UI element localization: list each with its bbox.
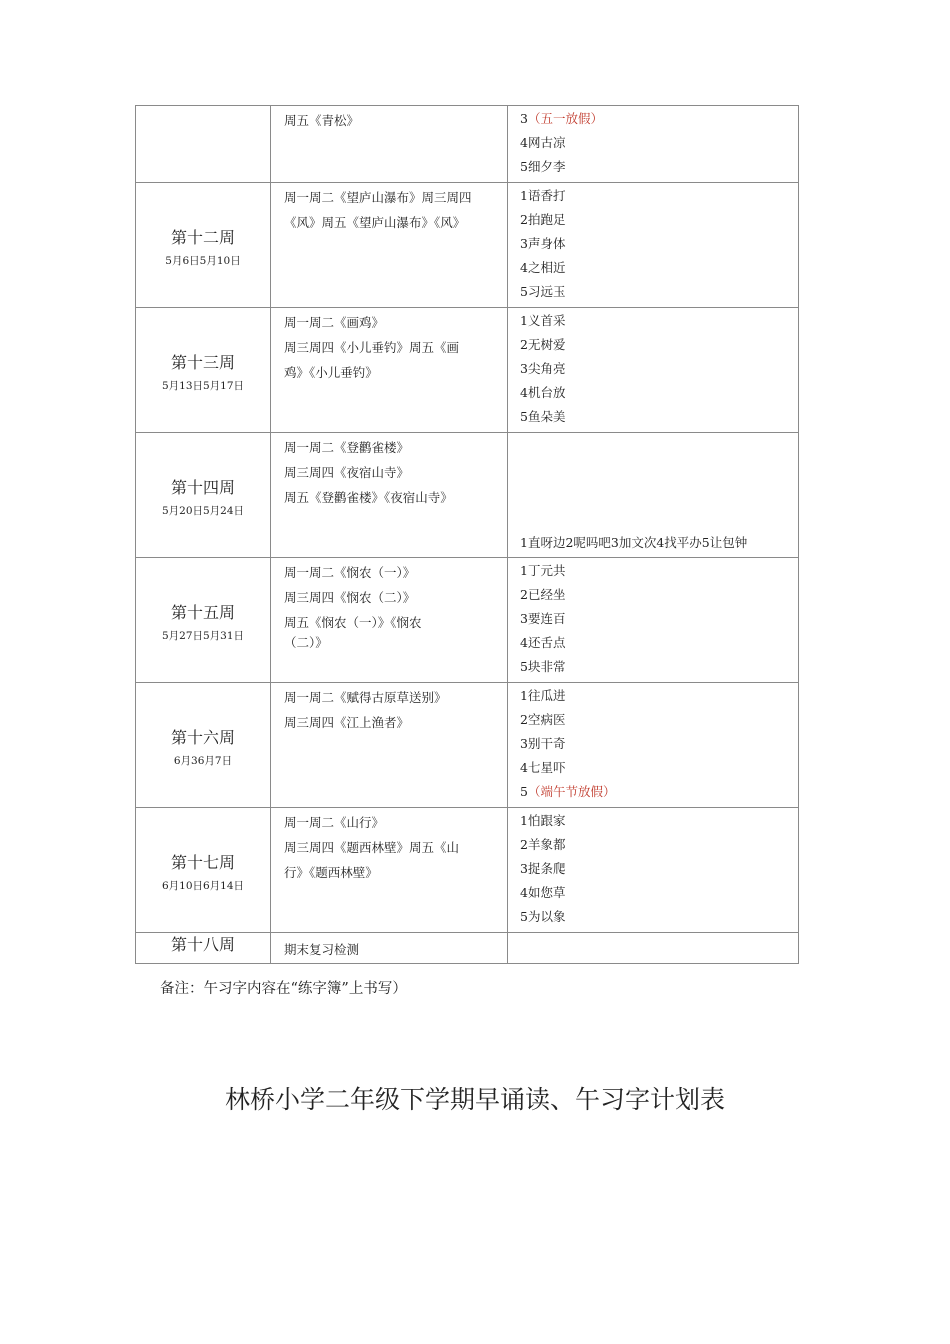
reading-line: 周一周二《登鹳雀楼》 bbox=[284, 440, 410, 455]
char-line: 3别干奇 bbox=[520, 736, 566, 751]
char-line: 2空病医 bbox=[520, 712, 566, 727]
char-line: 3尖角亮 bbox=[520, 361, 566, 376]
reading-cell bbox=[271, 308, 508, 433]
week-name: 第十五周 bbox=[170, 603, 235, 622]
reading-cell bbox=[271, 558, 508, 683]
week-date: 5月20日5月24日 bbox=[161, 505, 245, 517]
char-line: 1怕跟家 bbox=[520, 813, 566, 828]
table-row bbox=[136, 308, 799, 433]
reading-cell bbox=[271, 683, 508, 808]
char-line: 4如您草 bbox=[520, 885, 566, 900]
char-line: 3捉条爬 bbox=[520, 861, 566, 876]
week-cell bbox=[136, 683, 271, 808]
reading-cell bbox=[271, 433, 508, 558]
week-name: 第十三周 bbox=[170, 353, 235, 372]
reading-line: 周三周四《题西林壁》周五《山 bbox=[284, 840, 460, 855]
week-name: 第十二周 bbox=[170, 228, 235, 247]
page-title: 林桥小学二年级下学期早诵读、午习字计划表 bbox=[224, 1085, 725, 1114]
holiday-note: （五一放假） bbox=[527, 111, 603, 126]
week-cell bbox=[136, 808, 271, 933]
char-line: 1语香打 bbox=[520, 188, 566, 203]
plan-table bbox=[135, 105, 799, 964]
chars-cell bbox=[508, 683, 799, 808]
char-line: 5为以象 bbox=[520, 909, 566, 924]
plan-table-wrapper bbox=[135, 105, 798, 964]
char-line: 1义首采 bbox=[520, 313, 566, 328]
reading-line: 周三周四《江上渔者》 bbox=[284, 715, 410, 730]
char-line: 5鱼朵美 bbox=[520, 409, 566, 424]
table-row bbox=[136, 808, 799, 933]
reading-cell bbox=[271, 808, 508, 933]
remark-note: 备注：午习字内容在“练字簿”上书写） bbox=[160, 981, 407, 997]
table-row bbox=[136, 933, 799, 964]
char-line: 5（端午节放假） bbox=[520, 784, 616, 799]
char-line: 5块非常 bbox=[520, 659, 566, 674]
week-cell bbox=[136, 308, 271, 433]
reading-line: （二）》 bbox=[284, 635, 328, 650]
char-line: 1往瓜进 bbox=[520, 688, 566, 703]
char-line: 5细夕李 bbox=[520, 159, 566, 174]
chars-cell bbox=[508, 933, 799, 964]
char-line: 4机台放 bbox=[520, 385, 566, 400]
reading-line: 周三周四《悯农（二）》 bbox=[284, 590, 416, 605]
chars-cell bbox=[508, 558, 799, 683]
char-line: 3声身体 bbox=[520, 236, 566, 251]
week-date: 5月6日5月10日 bbox=[165, 255, 241, 267]
char-line: 1直呀边2呢吗吧3加文次4找平办5让包钟 bbox=[520, 535, 748, 550]
table-row bbox=[136, 558, 799, 683]
holiday-note: （端午节放假） bbox=[527, 784, 616, 799]
week-date: 6月10日6月14日 bbox=[161, 880, 245, 892]
char-line: 5习远玉 bbox=[520, 284, 566, 299]
reading-line: 周一周二《赋得古原草送别》 bbox=[284, 690, 447, 705]
week-name: 第十四周 bbox=[170, 478, 235, 497]
chars-cell bbox=[508, 433, 799, 558]
reading-line: 鸡》《小儿垂钓》 bbox=[284, 365, 378, 380]
week-name: 第十七周 bbox=[170, 853, 235, 872]
week-cell bbox=[136, 106, 271, 183]
char-line: 1丁元共 bbox=[520, 563, 566, 578]
week-name: 第十六周 bbox=[170, 728, 235, 747]
week-date: 5月13日5月17日 bbox=[161, 380, 245, 392]
reading-line: 周五《悯农（一）》《悯农 bbox=[284, 615, 422, 630]
char-line: 4还舌点 bbox=[520, 635, 566, 650]
chars-cell bbox=[508, 106, 799, 183]
char-line: 4之相近 bbox=[520, 260, 566, 275]
reading-line: 周五《登鹳雀楼》《夜宿山寺》 bbox=[284, 490, 453, 505]
table-row bbox=[136, 683, 799, 808]
chars-cell bbox=[508, 183, 799, 308]
reading-line: 《风》周五《望庐山瀑布》《风》 bbox=[284, 215, 466, 230]
reading-line: 周一周二《山行》 bbox=[284, 815, 385, 830]
chars-cell bbox=[508, 308, 799, 433]
char-line: 4七星吓 bbox=[520, 760, 566, 775]
table-row bbox=[136, 433, 799, 558]
chars-cell bbox=[508, 808, 799, 933]
char-line: 2羊象都 bbox=[520, 837, 566, 852]
char-line: 2已经坐 bbox=[520, 587, 566, 602]
reading-line: 周一周二《画鸡》 bbox=[284, 315, 385, 330]
reading-line: 周三周四《小儿垂钓》周五《画 bbox=[284, 340, 460, 355]
char-line: 2无树爱 bbox=[520, 337, 566, 352]
reading-line: 周一周二《望庐山瀑布》周三周四 bbox=[284, 190, 472, 205]
week-cell bbox=[136, 558, 271, 683]
table-row bbox=[136, 106, 799, 183]
reading-cell bbox=[271, 183, 508, 308]
char-line: 3要连百 bbox=[520, 611, 566, 626]
week-date: 6月36月7日 bbox=[173, 755, 233, 767]
reading-cell bbox=[271, 106, 508, 183]
reading-line: 周一周二《悯农（一）》 bbox=[284, 565, 416, 580]
reading-cell bbox=[271, 933, 508, 964]
char-line: 4网古凉 bbox=[520, 135, 566, 150]
week-cell bbox=[136, 933, 271, 964]
reading-line: 周三周四《夜宿山寺》 bbox=[284, 465, 410, 480]
week-name: 第十八周 bbox=[170, 935, 235, 954]
week-cell bbox=[136, 183, 271, 308]
week-date: 5月27日5月31日 bbox=[161, 630, 245, 642]
reading-line: 行》《题西林壁》 bbox=[284, 865, 378, 880]
week-cell bbox=[136, 433, 271, 558]
char-line: 2拍跑足 bbox=[520, 212, 566, 227]
table-row bbox=[136, 183, 799, 308]
reading-line: 期末复习检测 bbox=[284, 942, 360, 957]
reading-line: 周五《青松》 bbox=[284, 113, 360, 128]
char-line: 3（五一放假） bbox=[520, 111, 603, 126]
